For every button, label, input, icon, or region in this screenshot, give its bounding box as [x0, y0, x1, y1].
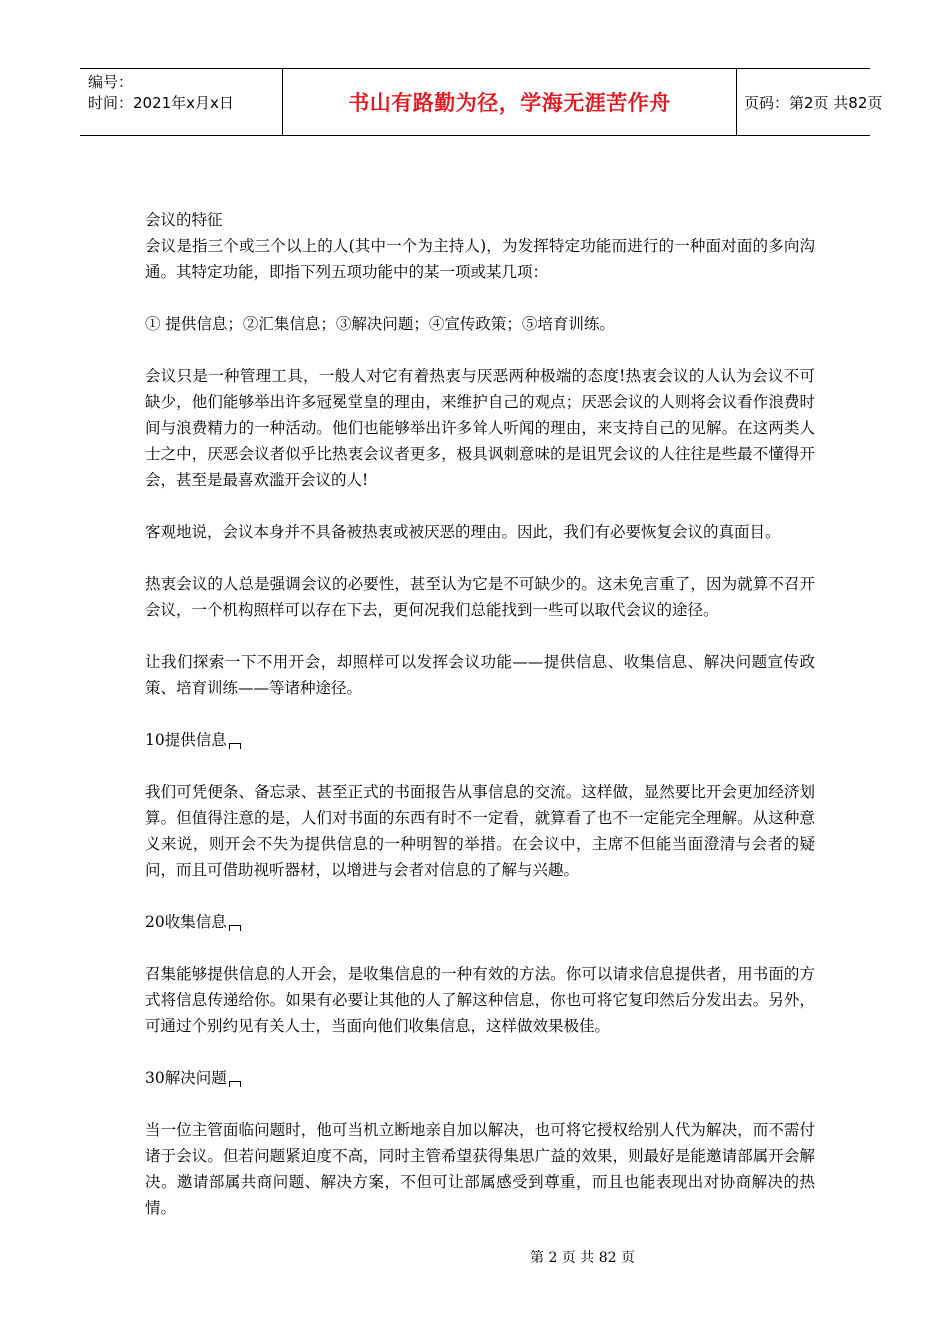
- subheading-collect-info-text: 20收集信息: [145, 913, 227, 931]
- document-number-label: 编号：: [88, 73, 134, 91]
- paragraph-enthusiasts: 热衷会议的人总是强调会议的必要性，甚至认为它是不可缺少的。这未免言重了，因为就算不召开会议，一个机构照样可以存在下去，更何况我们总能找到一些可以取代会议的途径。: [145, 575, 815, 619]
- subheading-collect-info: [145, 909, 815, 935]
- document-time-label: 时间：2021年x月x日: [88, 94, 234, 112]
- heading-mark-icon: [229, 1081, 241, 1087]
- section-title: 会议的特征: [145, 211, 223, 229]
- page-header: [80, 68, 883, 136]
- paragraph-objective: 客观地说，会议本身并不具备被热衷或被厌恶的理由。因此，我们有必要恢复会议的真面目。: [145, 523, 781, 541]
- paragraph-explore: 让我们探索一下不用开会，却照样可以发挥会议功能——提供信息、收集信息、解决问题宣传政策、培育训练——等诸种途径。: [145, 653, 815, 697]
- header-page-info: 页码：第2页 共82页: [744, 93, 883, 112]
- paragraph-intro: 会议是指三个或三个以上的人(其中一个为主持人)，为发挥特定功能而进行的一种面对面的多向沟通。其特定功能，即指下列五项功能中的某一项或某几项：: [145, 237, 815, 281]
- heading-mark-icon: [229, 925, 241, 931]
- subheading-solve-problems-text: 30解决问题: [145, 1069, 227, 1087]
- paragraph-solve-problems: 当一位主管面临问题时，他可当机立断地亲自加以解决，也可将它授权给别人代为解决，而不需付诸于会议。但若问题紧迫度不高，同时主管希望获得集思广益的效果，则最好是能邀请部属开会解决。邀请部属共商问题、解决方案，不但可让部属感受到尊重，而且也能表现出对协商解决的热情。: [145, 1121, 815, 1217]
- subheading-provide-info: [145, 727, 815, 753]
- header-meta-cell: [80, 69, 283, 135]
- header-motto: 书山有路勤为径，学海无涯苦作舟: [283, 69, 737, 135]
- paragraph-attitudes: 会议只是一种管理工具，一般人对它有着热衷与厌恶两种极端的态度!热衷会议的人认为会议不可缺少，他们能够举出许多冠冕堂皇的理由，来维护自己的观点；厌恶会议的人则将会议看作浪费时间与浪费精力的一种活动。他们也能够举出许多耸人听闻的理由，来支持自己的见解。在这两类人士之中，厌恶会议者似乎比热衷会议者更多，极具讽刺意味的是诅咒会议的人往往是些最不懂得开会，甚至是最喜欢滥开会议的人!: [145, 367, 815, 489]
- page-footer: 第 2 页 共 82 页: [530, 1250, 635, 1266]
- paragraph-collect-info: 召集能够提供信息的人开会，是收集信息的一种有效的方法。你可以请求信息提供者，用书面的方式将信息传递给你。如果有必要让其他的人了解这种信息，你也可将它复印然后分发出去。另外，可通过个别约见有关人士，当面向他们收集信息，这样做效果极佳。: [145, 965, 815, 1035]
- heading-mark-icon: [229, 743, 241, 749]
- paragraph-functions: ① 提供信息；②汇集信息；③解决问题；④宣传政策；⑤培育训练。: [145, 315, 615, 333]
- subheading-provide-info-text: 10提供信息: [145, 731, 227, 749]
- paragraph-provide-info: 我们可凭便条、备忘录、甚至正式的书面报告从事信息的交流。这样做，显然要比开会更加经济划算。但值得注意的是，人们对书面的东西有时不一定看，就算看了也不一定能完全理解。从这种意义来说，则开会不失为提供信息的一种明智的举措。在会议中，主席不但能当面澄清与会者的疑问，而且可借助视听器材，以增进与会者对信息的了解与兴趣。: [145, 783, 815, 879]
- subheading-solve-problems: [145, 1065, 815, 1091]
- document-body: [145, 207, 815, 1247]
